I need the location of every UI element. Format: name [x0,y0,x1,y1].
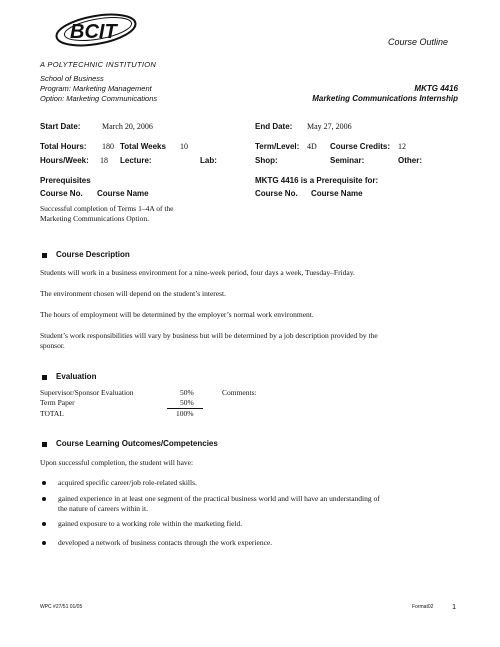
total-weeks-value: 10 [180,142,188,151]
prereq-col-no: Course No. [40,189,83,198]
bcit-logo [52,10,144,50]
prereq-text-line1: Successful completion of Terms 1–4A of the [40,204,174,213]
description-p2: The environment chosen will depend on the student’s interest. [40,289,226,298]
prerequisites-heading: Prerequisites [40,176,91,185]
footer-page-label: Format02 [412,604,434,610]
document-type: Course Outline [388,37,449,47]
eval-item-total: TOTAL [40,409,64,418]
institution-tagline: A POLYTECHNIC INSTITUTION [40,60,157,69]
outcomes-heading: Course Learning Outcomes/Competencies [56,439,218,448]
hours-week-value: 18 [100,156,108,165]
is-prereq-col-no: Course No. [255,189,298,198]
term-level-value: 4D [307,142,317,151]
course-title: Marketing Communications Internship [312,94,458,103]
eval-pct-total: 100% [176,409,194,418]
shop-label: Shop: [255,156,278,165]
outcome-item-4: developed a network of business contacts through the work experience. [58,538,273,547]
eval-item-supervisor: Supervisor/Sponsor Evaluation [40,388,134,397]
total-weeks-label: Total Weeks [120,142,166,151]
description-p1: Students will work in a business environment for a nine-week period, four days a week, Tuesday–Friday. [40,268,355,277]
list-bullet [42,541,46,545]
option-name: Option: Marketing Communications [40,94,158,103]
course-credits-label: Course Credits: [330,142,391,151]
total-hours-label: Total Hours: [40,142,87,151]
seminar-label: Seminar: [330,156,365,165]
list-bullet [42,481,46,485]
list-bullet [42,522,46,526]
prereq-text-line2: Marketing Communications Option. [40,214,149,223]
is-prereq-col-name: Course Name [311,189,363,198]
eval-comments-label: Comments: [222,388,257,397]
section-bullet [42,375,47,380]
start-date-value: March 20, 2006 [102,122,153,131]
other-label: Other: [398,156,422,165]
section-bullet [42,253,47,258]
evaluation-heading: Evaluation [56,372,97,381]
program-name: Program: Marketing Management [40,84,152,93]
course-credits-value: 12 [398,142,406,151]
outcome-item-2-line2: the nature of careers within it. [58,504,148,513]
lecture-label: Lecture: [120,156,152,165]
start-date-label: Start Date: [40,122,81,131]
prereq-col-name: Course Name [97,189,149,198]
school-name: School of Business [40,74,104,83]
hours-week-label: Hours/Week: [40,156,89,165]
footer-page-number: 1 [452,602,457,611]
footer-form-code: WPC #27/51 01/05 [40,604,83,610]
eval-pct-paper: 50% [180,398,194,407]
lab-label: Lab: [200,156,217,165]
outcome-item-3: gained exposure to a working role within the marketing field. [58,519,243,528]
outcomes-intro: Upon successful completion, the student will have: [40,458,194,467]
list-bullet [42,497,46,501]
description-p4-line2: sponsor. [40,341,65,350]
description-p4-line1: Student’s work responsibilities will vary by business but will be determined by a job description provided by the [40,331,378,340]
description-heading: Course Description [56,250,130,259]
end-date-value: May 27, 2006 [307,122,352,131]
description-p3: The hours of employment will be determined by the employer’s normal work environment. [40,310,314,319]
term-level-label: Term/Level: [255,142,300,151]
end-date-label: End Date: [255,122,293,131]
outcome-item-2-line1: gained experience in at least one segment of the practical business world and will have an understanding of [58,494,380,503]
logo-text: BCIT [70,21,117,43]
eval-pct-supervisor: 50% [180,388,194,397]
eval-item-paper: Term Paper [40,398,75,407]
is-prereq-heading: MKTG 4416 is a Prerequisite for: [255,176,379,185]
outcome-item-1: acquired specific career/job role-related skills. [58,478,197,487]
course-code: MKTG 4416 [414,84,458,93]
section-bullet [42,442,47,447]
total-hours-value: 180 [102,142,114,151]
